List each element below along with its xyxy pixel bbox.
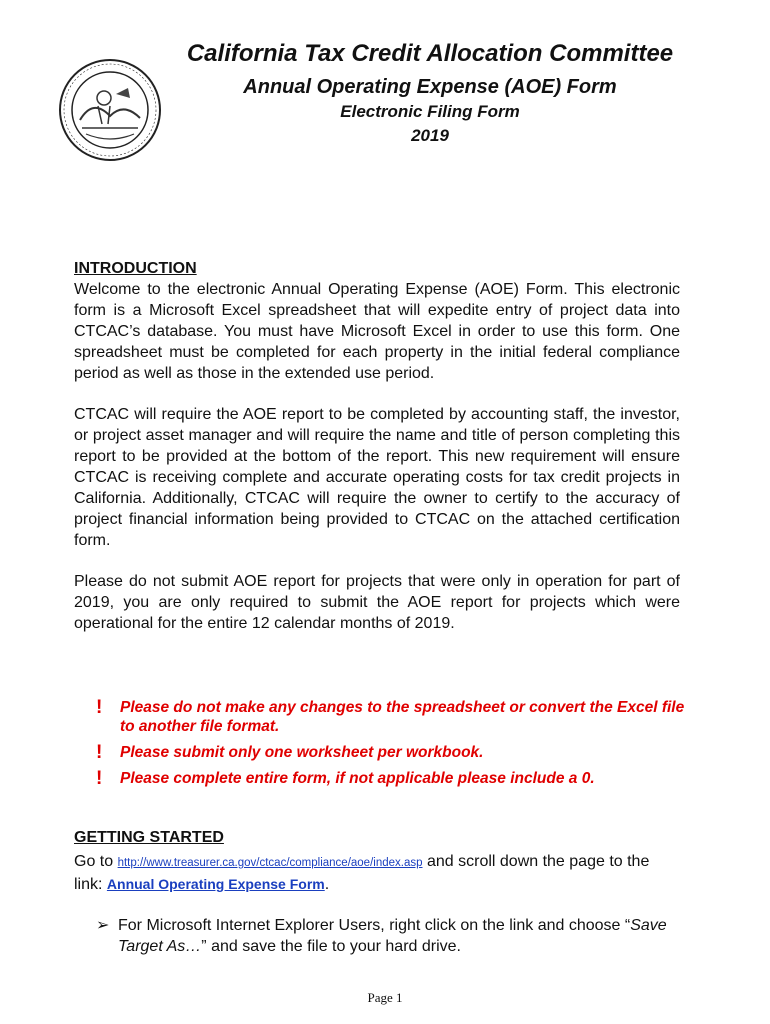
instruction-bullet	[96, 915, 680, 957]
warning-icon: !	[96, 742, 103, 763]
sentence-period: .	[324, 876, 330, 893]
warning-item	[96, 698, 686, 736]
bullet-text: For Microsoft Internet Explorer Users, right click on the link and choose “Save Target As…” and save the file to your hard drive.	[118, 917, 667, 955]
warning-icon: !	[96, 697, 103, 718]
getting-started-heading: GETTING STARTED	[74, 829, 224, 846]
getting-started-paragraph	[74, 851, 680, 895]
aoe-page-url-link[interactable]: http://www.treasurer.ca.gov/ctcac/compliance/aoe/index.asp	[117, 857, 423, 869]
warning-icon: !	[96, 768, 103, 789]
go-to-text: Go to	[74, 853, 114, 870]
warning-text: Please submit only one worksheet per workbook.	[120, 744, 484, 761]
scroll-instruction-text: and scroll down the page to the link:	[74, 853, 650, 893]
form-subtitle: Electronic Filing Form	[340, 102, 520, 121]
org-title: California Tax Credit Allocation Committee	[186, 40, 674, 67]
getting-started-section	[74, 827, 680, 895]
arrow-bullet-icon: ➢	[96, 917, 110, 934]
warning-text: Please do not make any changes to the spreadsheet or convert the Excel file to another file format.	[120, 699, 685, 735]
intro-paragraph-3: Please do not submit AOE report for projects that were only in operation for part of 2019, you are only required to submit the AOE report for projects which were operational for the entire 12 calendar months of 2019.	[74, 573, 680, 632]
warning-item	[96, 769, 686, 788]
intro-paragraph-1: Welcome to the electronic Annual Operating Expense (AOE) Form. This electronic form is a Microsoft Excel spreadsheet that will expedite entry of project data into CTCAC’s database. You must have Microsoft Excel in order to use this form. One spreadsheet must be completed for each property in the initial federal compliance period as well as those in the extended use period.	[74, 281, 680, 382]
form-title: Annual Operating Expense (AOE) Form	[243, 76, 617, 98]
introduction-heading: INTRODUCTION	[74, 260, 197, 277]
page-number: Page 1	[367, 990, 403, 1005]
state-seal-icon	[58, 58, 162, 162]
warning-item	[96, 743, 686, 762]
form-year: 2019	[411, 126, 449, 145]
introduction-section	[74, 258, 680, 634]
save-target-as-text: Save Target As…	[118, 917, 667, 955]
warning-text: Please complete entire form, if not applicable please include a 0.	[120, 770, 595, 787]
aoe-form-link[interactable]: Annual Operating Expense Form	[106, 876, 325, 892]
warnings-list	[96, 698, 686, 788]
intro-paragraph-2: CTCAC will require the AOE report to be completed by accounting staff, the investor, or project asset manager and will require the name and title of person completing this report to be provided at the bottom of the report. This new requirement will ensure CTCAC is receiving complete and accurate operating costs for tax credit projects in California. Additionally, CTCAC will require the owner to certify to the accuracy of project financial information being provided to CTCAC on the attached certification form.	[74, 406, 680, 549]
